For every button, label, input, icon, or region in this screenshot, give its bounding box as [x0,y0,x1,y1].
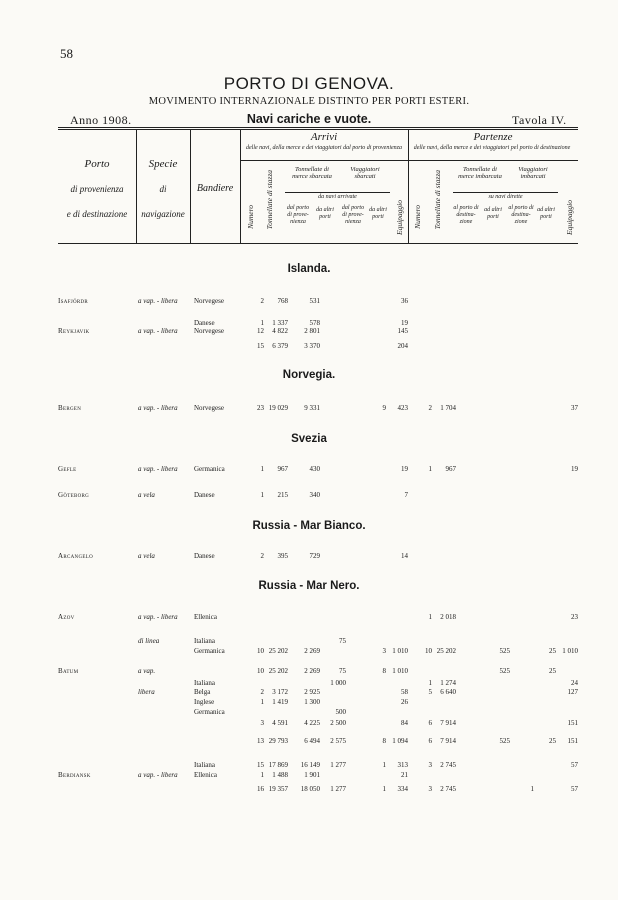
cell-a-viagg2: 3 [382,647,386,655]
cell-a-tonn: 25 202 [268,667,288,675]
table-row [58,718,578,728]
table-row [58,646,578,656]
cell-a-merce2: 2 575 [330,737,346,745]
viagg-imbarcati: Viaggiatori imbarcati [518,166,548,180]
cell-a-merce: 1 901 [304,771,320,779]
cell-a-merce: 6 494 [304,737,320,745]
cell-a-num: 1 [260,698,264,706]
cell-a-equip: 423 [397,404,408,412]
su-navi-rule [453,192,558,193]
cell-p-tonn: 2 745 [440,785,456,793]
par-tonn-stazza: Tonnellate di stazza [433,170,442,230]
cell-flag: Germanica [194,647,225,655]
arr-viagg-da-altri: da altri porti [369,207,387,220]
section-svezia: Svezia [291,433,327,445]
table-row [58,760,578,770]
cell-a-tonn: 29 793 [268,737,288,745]
table-row [58,784,578,794]
cell-a-merce2: 2 500 [330,719,346,727]
cell-p-merce: 525 [499,737,510,745]
cell-p-tonn: 2 745 [440,761,456,769]
da-navi-arrivate: da navi arrivate [318,194,357,200]
cell-a-merce: 531 [309,297,320,305]
cell-a-merce: 1 300 [304,698,320,706]
cell-a-viagg2: 1 [382,785,386,793]
cell-a-equip: 7 [404,491,408,499]
cell-a-merce: 4 225 [304,719,320,727]
subheading: Navi cariche e vuote. [246,112,372,126]
table-row [58,341,578,351]
cell-flag: Italiana [194,761,215,769]
col-divider-4 [408,129,409,243]
cell-a-num: 2 [260,552,264,560]
cell-p-equip: 151 [567,737,578,745]
cell-flag: Italiana [194,637,215,645]
cell-p-tonn: 25 202 [436,647,456,655]
arr-numero: Numero [246,205,255,229]
col-divider-3 [240,129,241,243]
cell-port: Bergen [58,404,82,412]
cell-p-equip: 1 010 [562,647,578,655]
cell-port: Reykjavik [58,327,90,335]
cell-specie: libera [138,688,155,696]
cell-a-merce: 2 925 [304,688,320,696]
cell-a-tonn: 19 029 [268,404,288,412]
cell-a-tonn: 4 591 [272,719,288,727]
cell-p-viagg2: 25 [549,667,556,675]
table-row [58,464,578,474]
page-title: PORTO DI GENOVA. [223,74,395,93]
section-russia-mar-nero: Russia - Mar Nero. [258,580,360,592]
cell-p-num: 10 [425,647,432,655]
header-di-provenienza: di provenienza [70,184,124,194]
cell-p-equip: 57 [571,761,578,769]
cell-a-num: 15 [257,761,264,769]
cell-p-tonn: 967 [445,465,456,473]
cell-a-num: 10 [257,647,264,655]
table-top-rule [58,127,578,128]
partenze-note: delle navi, della merce e dei viaggiatori pel porto di destinazione [413,145,571,151]
cell-a-tonn: 1 337 [272,319,288,327]
par-ad-altri-porti: ad altri porti [484,207,502,220]
cell-p-num: 1 [428,613,432,621]
cell-port: Berdiansk [58,771,91,779]
cell-a-equip: 204 [397,342,408,350]
arrivi-note: delle navi, della merce e dei viaggiatori dal porto di provenienza [245,145,403,151]
cell-flag: Germanica [194,708,225,716]
cell-p-equip: 19 [571,465,578,473]
cell-a-num: 2 [260,688,264,696]
cell-a-merce: 2 269 [304,667,320,675]
cell-a-tonn: 6 379 [272,342,288,350]
cell-port: Batum [58,667,79,675]
cell-p-equip: 24 [571,679,578,687]
cell-p-tonn: 7 914 [440,719,456,727]
cell-a-equip: 1 010 [392,667,408,675]
table-row [58,490,578,500]
cell-p-viagg2: 25 [549,737,556,745]
cell-p-num: 5 [428,688,432,696]
cell-a-merce: 3 370 [304,342,320,350]
cell-a-equip: 19 [401,465,408,473]
arr-viagg-dal-porto: dal porto di prove-nienza [341,205,365,225]
table-row [58,687,578,697]
cell-a-merce: 9 331 [304,404,320,412]
cell-a-tonn: 17 869 [268,761,288,769]
cell-p-equip: 151 [567,719,578,727]
table-row [58,326,578,336]
cell-p-num: 6 [428,719,432,727]
page-number: 58 [60,46,73,61]
header-bottom-rule [58,243,578,244]
par-al-porto: al porto di destina-zione [453,205,479,225]
cell-a-viagg2: 8 [382,737,386,745]
cell-a-viagg2: 8 [382,667,386,675]
cell-specie: a vap. - libera [138,613,178,621]
cell-a-num: 12 [257,327,264,335]
cell-a-tonn: 1 488 [272,771,288,779]
table-row [58,666,578,676]
cell-a-merce2: 500 [335,708,346,716]
cell-flag: Danese [194,491,215,499]
cell-a-equip: 58 [401,688,408,696]
cell-p-tonn: 6 640 [440,688,456,696]
cell-flag: Italiana [194,679,215,687]
cell-a-tonn: 215 [277,491,288,499]
cell-p-merce: 525 [499,667,510,675]
cell-flag: Inglese [194,698,215,706]
cell-p-equip: 37 [571,404,578,412]
cell-a-viagg2: 9 [382,404,386,412]
cell-a-merce: 2 269 [304,647,320,655]
cell-p-num: 1 [428,465,432,473]
cell-p-num: 3 [428,785,432,793]
cell-a-num: 1 [260,771,264,779]
cell-a-merce2: 1 000 [330,679,346,687]
cell-a-equip: 19 [401,319,408,327]
cell-a-merce: 578 [309,319,320,327]
cell-a-num: 13 [257,737,264,745]
cell-a-tonn: 3 172 [272,688,288,696]
cell-a-tonn: 967 [277,465,288,473]
cell-a-num: 10 [257,667,264,675]
year-label: Anno 1908. [70,113,132,127]
cell-p-merce: 525 [499,647,510,655]
cell-specie: a vap. - libera [138,404,178,412]
cell-flag: Danese [194,552,215,560]
cell-p-viagg2: 25 [549,647,556,655]
cell-flag: Ellenica [194,613,217,621]
cell-p-tonn: 1 704 [440,404,456,412]
cell-a-merce: 340 [309,491,320,499]
cell-a-equip: 1 094 [392,737,408,745]
arr-tonn-stazza: Tonnellate di stazza [265,170,274,230]
cell-specie: a vap. - libera [138,465,178,473]
cell-a-tonn: 4 822 [272,327,288,335]
cell-flag: Norvegese [194,327,224,335]
cell-p-tonn: 7 914 [440,737,456,745]
cell-specie: a vap. - libera [138,327,178,335]
cell-a-num: 1 [260,491,264,499]
cell-a-num: 23 [257,404,264,412]
cell-a-merce: 729 [309,552,320,560]
header-di: di [159,184,167,194]
cell-a-tonn: 395 [277,552,288,560]
cell-a-merce: 16 149 [300,761,320,769]
cell-port: Arcangelo [58,552,93,560]
par-equipaggio: Equipaggio [565,200,574,235]
cell-flag: Danese [194,319,215,327]
section-russia-mar-bianco: Russia - Mar Bianco. [252,520,366,532]
cell-p-num: 6 [428,737,432,745]
par-viagg-al-porto: al porto di destina-zione [508,205,534,225]
cell-a-num: 2 [260,297,264,305]
cell-a-tonn: 1 419 [272,698,288,706]
cell-a-equip: 313 [397,761,408,769]
cell-specie: a vela [138,491,155,499]
header-porto: Porto [84,158,110,170]
cell-a-equip: 334 [397,785,408,793]
cell-flag: Norvegese [194,297,224,305]
cell-a-merce: 2 801 [304,327,320,335]
cell-a-num: 15 [257,342,264,350]
da-navi-rule [285,192,390,193]
cell-a-equip: 84 [401,719,408,727]
cell-a-tonn: 19 357 [268,785,288,793]
viagg-sbarcati: Viaggiatori sbarcati [350,166,380,180]
cell-a-equip: 145 [397,327,408,335]
cell-a-equip: 36 [401,297,408,305]
cell-a-merce2: 1 277 [330,785,346,793]
cell-a-num: 1 [260,465,264,473]
cell-a-equip: 1 010 [392,647,408,655]
cell-port: Azov [58,613,75,621]
cell-port: Isafjördr [58,297,89,305]
par-numero: Numero [413,205,422,229]
cell-a-merce: 18 050 [300,785,320,793]
table-number: Tavola IV. [512,113,567,127]
cell-port: Göteborg [58,491,90,499]
cell-specie: a vap. - libera [138,771,178,779]
par-viagg-ad-altri: ad altri porti [537,207,555,220]
cell-p-tonn: 1 274 [440,679,456,687]
arr-equipaggio: Equipaggio [395,200,404,235]
cell-a-merce2: 75 [339,637,346,645]
cell-a-tonn: 768 [277,297,288,305]
header-partenze: Partenze [473,131,513,143]
table-row [58,697,578,707]
cell-p-equip: 57 [571,785,578,793]
cell-a-viagg2: 1 [382,761,386,769]
cell-specie: a vap. - libera [138,297,178,305]
cell-flag: Norvegese [194,404,224,412]
table-row [58,736,578,746]
cell-a-merce: 430 [309,465,320,473]
cell-specie: a vap. [138,667,156,675]
cell-p-num: 2 [428,404,432,412]
cell-p-equip: 23 [571,613,578,621]
table-row [58,707,578,717]
cell-a-equip: 26 [401,698,408,706]
header-navigazione: navigazione [141,209,185,219]
cell-flag: Germanica [194,465,225,473]
header-arrivi: Arrivi [310,131,338,143]
tonn-merce-sbarcata: Tonnellate di merce sbarcata [292,166,332,180]
cell-a-merce2: 1 277 [330,761,346,769]
table-row [58,612,578,622]
cell-specie: di linea [138,637,160,645]
tonn-merce-imbarcata: Tonnellate di merce imbarcata [458,166,502,180]
header-specie: Specie [148,158,178,170]
cell-p-viagg: 1 [530,785,534,793]
arrivi-underline [240,160,578,161]
cell-flag: Belga [194,688,211,696]
cell-a-merce2: 75 [339,667,346,675]
cell-a-num: 16 [257,785,264,793]
cell-a-num: 1 [260,319,264,327]
page-subtitle: MOVIMENTO INTERNAZIONALE DISTINTO PER PORTI ESTERI. [148,96,470,107]
table-row [58,636,578,646]
table-row [58,296,578,306]
cell-a-equip: 14 [401,552,408,560]
arr-da-altri-porti: da altri porti [316,207,334,220]
su-navi-dirette: su navi dirette [488,194,523,200]
cell-a-tonn: 25 202 [268,647,288,655]
section-islanda: Islanda. [287,263,331,275]
table-row [58,770,578,780]
cell-port: Gefle [58,465,77,473]
cell-a-equip: 21 [401,771,408,779]
cell-p-equip: 127 [567,688,578,696]
cell-specie: a vela [138,552,155,560]
cell-p-tonn: 2 018 [440,613,456,621]
arr-dal-porto: dal porto di prove-nienza [286,205,310,225]
header-bandiere: Bandiere [196,183,234,194]
cell-p-num: 1 [428,679,432,687]
table-row [58,551,578,561]
cell-flag: Ellenica [194,771,217,779]
header-e-di-destinazione: e di destinazione [66,209,128,219]
cell-p-num: 3 [428,761,432,769]
table-row [58,403,578,413]
cell-a-num: 3 [260,719,264,727]
section-norvegia: Norvegia. [282,369,336,381]
